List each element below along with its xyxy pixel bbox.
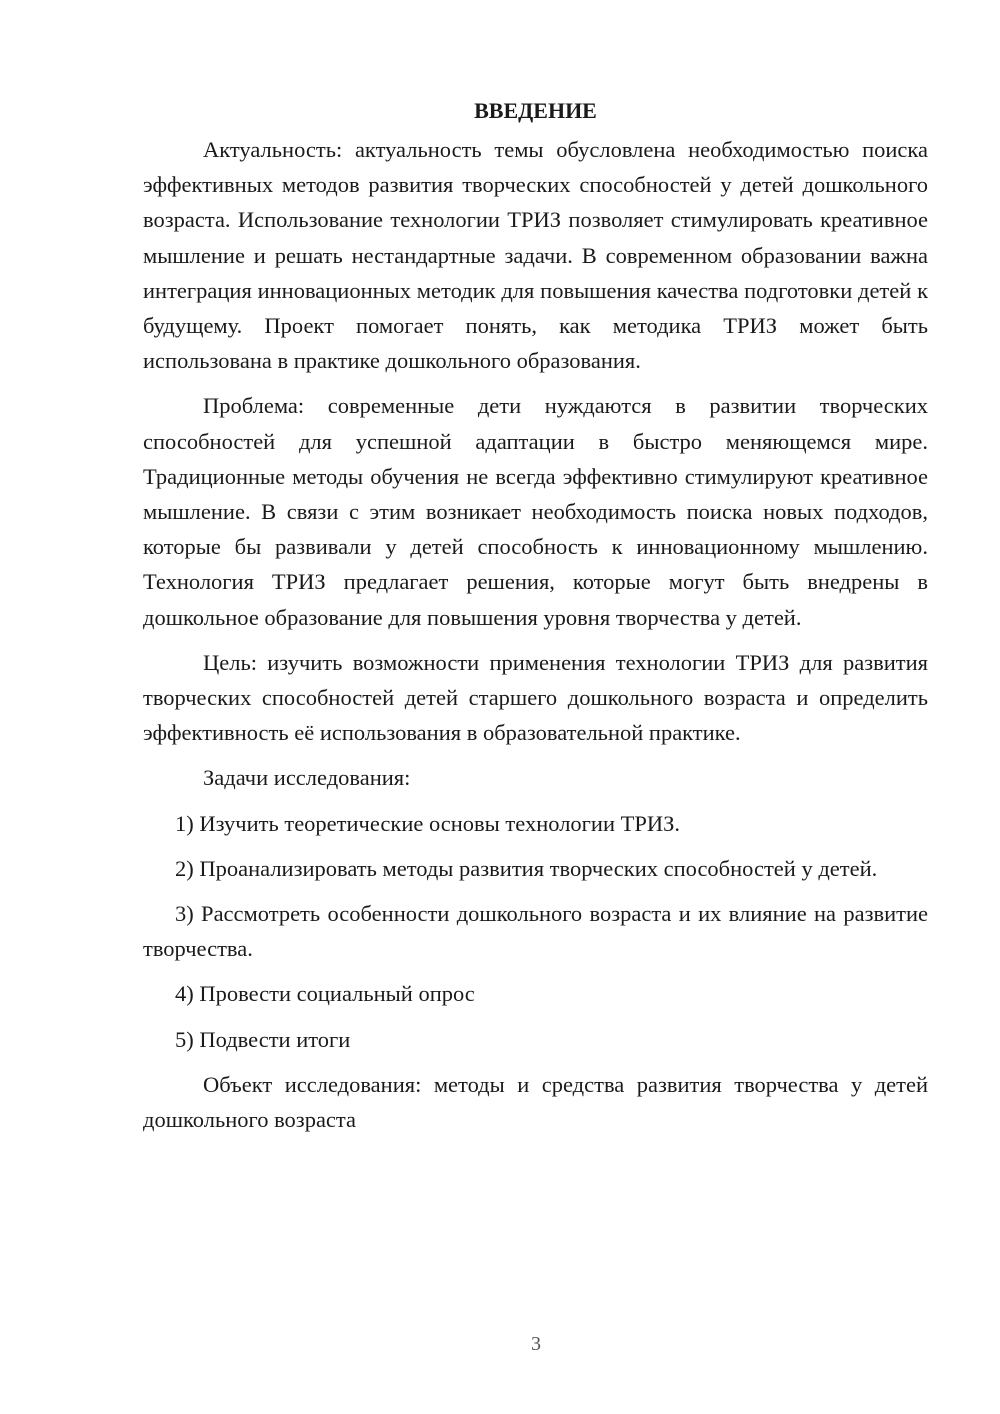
- object-paragraph: Объект исследования: методы и средства развития творчества у детей дошкольного возраста: [143, 1071, 928, 1133]
- problem-paragraph: Проблема: современные дети нуждаются в развитии творческих способностей для успешной адаптации в быстро меняющемся мире. Традиционные методы обучения не всегда эффективно стимулируют креативное мышление. В связи с этим возникает необходимость поиска новых подходов, которые бы развивали у детей способность к инновационному мышлению. Технология ТРИЗ предлагает решения, которые могут быть внедрены в дошкольное образование для повышения уровня творчества у детей.: [143, 393, 928, 630]
- task-item: 1) Изучить теоретические основы технологии ТРИЗ.: [175, 810, 681, 836]
- task-item: 5) Подвести итоги: [175, 1026, 351, 1052]
- task-item: 4) Провести социальный опрос: [175, 981, 475, 1007]
- page-title: ВВЕДЕНИЕ: [474, 98, 597, 123]
- document-page: [143, 96, 928, 1147]
- page-number: 3: [531, 1333, 541, 1355]
- task-item: 3) Рассмотреть особенности дошкольного возраста и их влияние на развитие творчества.: [143, 901, 928, 962]
- goal-paragraph: Цель: изучить возможности применения технологии ТРИЗ для развития творческих способностей детей старшего дошкольного возраста и определить эффективность её использования в образовательной практике.: [143, 649, 928, 746]
- tasks-heading: Задачи исследования:: [203, 765, 411, 791]
- relevance-paragraph: Актуальность: актуальность темы обусловлена необходимостью поиска эффективных методов развития творческих способностей у детей дошкольного возраста. Использование технологии ТРИЗ позволяет стимулировать креативное мышление и решать нестандартные задачи. В современном образовании важна интеграция инновационных методик для повышения качества подготовки детей к будущему. Проект помогает понять, как методика ТРИЗ может быть использована в практике дошкольного образования.: [143, 137, 928, 374]
- task-item: 2) Проанализировать методы развития творческих способностей у детей.: [175, 855, 878, 881]
